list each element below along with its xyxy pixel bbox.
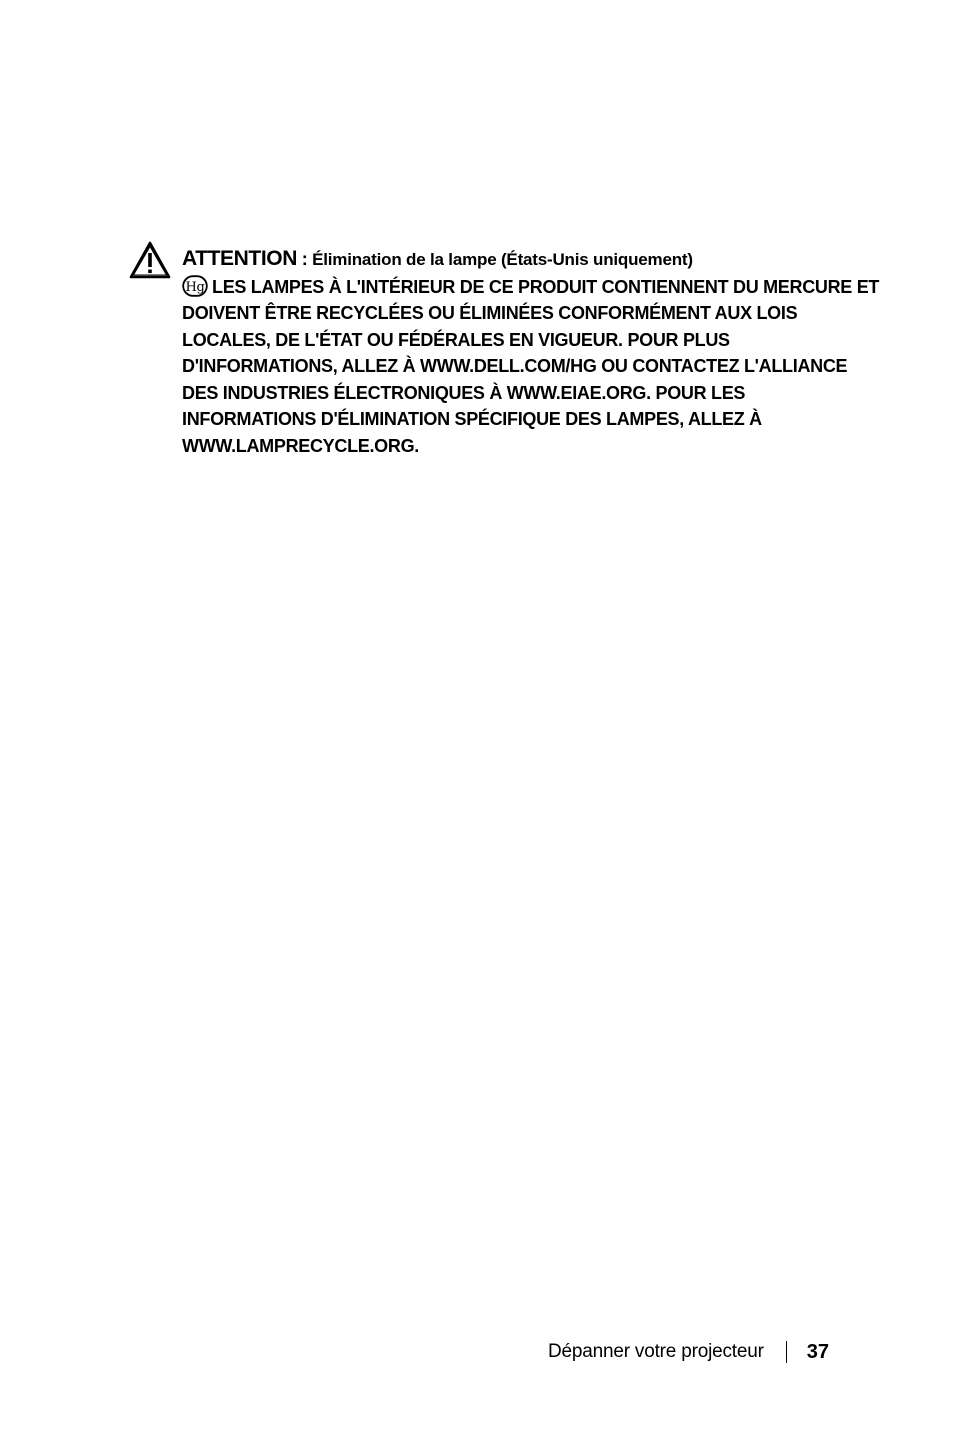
caution-separator: : — [297, 249, 313, 269]
footer-section-title: Dépanner votre projecteur — [548, 1341, 764, 1362]
warning-triangle-icon — [128, 240, 172, 280]
mercury-hg-icon — [182, 275, 208, 297]
caution-subtitle: Élimination de la lampe (États-Unis uniquement) — [312, 250, 693, 269]
caution-text — [182, 246, 882, 459]
footer-divider — [786, 1341, 787, 1363]
hg-icon-text: Hg — [185, 279, 205, 295]
page-number: 37 — [806, 1340, 829, 1363]
caution-label: ATTENTION — [182, 247, 297, 270]
caution-body: LES LAMPES À L'INTÉRIEUR DE CE PRODUIT CONTIENNENT DU MERCURE ET DOIVENT ÊTRE RECYCLÉES OU ÉLIMINÉES CONFORMÉMENT AUX LOIS LOCALES, DE L'ÉTAT OU FÉDÉRALES EN VIGUEUR. POUR PLUS D'INFORMATIONS, ALLEZ À WWW.DELL.COM/HG OU CONTACTEZ L'ALLIANCE DES INDUSTRIES ÉLECTRONIQUES À WWW.EIAE.ORG. POUR LES INFORMATIONS D'ÉLIMINATION SPÉCIFIQUE DES LAMPES, ALLEZ À WWW.LAMPRECYCLE.ORG. — [182, 276, 880, 456]
page-footer — [548, 1338, 829, 1366]
